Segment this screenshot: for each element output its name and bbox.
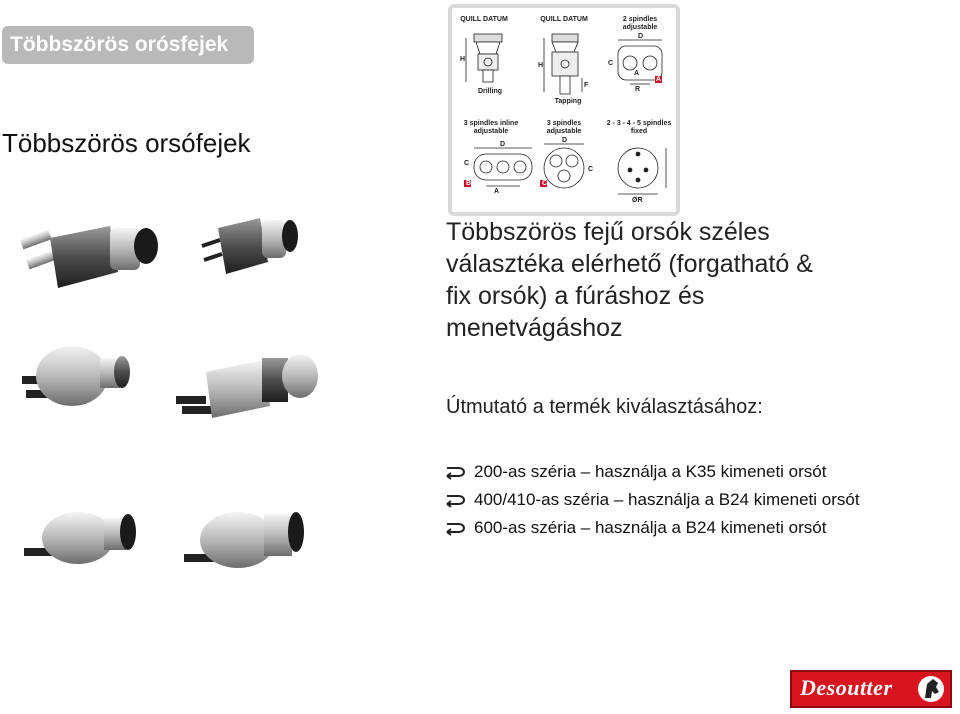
- intro-line: választéka elérhető (forgatható &: [446, 250, 813, 278]
- dim-r: R: [635, 86, 641, 93]
- list-item: [444, 458, 860, 486]
- series-item-text: 400/410-as széria – használja a B24 kimeneti orsót: [474, 490, 860, 509]
- dim-c-3: C: [588, 166, 594, 173]
- badge-c: C: [542, 180, 548, 187]
- intro-line: Többszörös fejű orsók széles: [446, 218, 770, 246]
- dim-d-2: D: [500, 141, 506, 148]
- dim-a-1: A: [634, 70, 640, 77]
- label-fixed: 2 - 3 - 4 - 5 spindles fixed: [606, 120, 672, 135]
- curved-arrow-icon: [444, 491, 468, 509]
- spindle-head-5: [24, 512, 136, 564]
- curved-arrow-icon: [444, 463, 468, 481]
- label-quill-datum-2: QUILL DATUM: [540, 16, 588, 23]
- badge-b: B: [466, 180, 472, 187]
- dim-f: F: [584, 82, 589, 89]
- label-2-spindles: 2 spindles adjustable: [622, 16, 658, 31]
- dim-h-1: H: [460, 56, 466, 63]
- caption-tapping: Tapping: [554, 98, 582, 105]
- dim-d-3: D: [562, 137, 568, 144]
- intro-line: menetvágáshoz: [446, 314, 623, 342]
- badge-a: A: [656, 76, 662, 83]
- spindle-head-1: [20, 226, 158, 288]
- label-quill-datum-1: QUILL DATUM: [460, 16, 508, 23]
- dim-d-1: D: [638, 33, 644, 40]
- spindle-head-2: [202, 218, 298, 274]
- section-tab: Többszörös orósfejek: [2, 26, 254, 64]
- logo-text: Desoutter: [800, 675, 893, 700]
- page-title: Többszörös orsófejek: [2, 128, 251, 158]
- series-item-text: 600-as széria – használja a B24 kimeneti orsót: [474, 518, 827, 537]
- series-list: [444, 458, 860, 542]
- intro-line: fix orsók) a fúráshoz és: [446, 282, 705, 310]
- label-3-adjustable: 3 spindles adjustable: [546, 120, 582, 135]
- dim-h-2: H: [538, 62, 544, 69]
- guide-heading: Útmutató a termék kiválasztásához:: [446, 396, 763, 418]
- spindle-head-3: [22, 346, 130, 406]
- spindle-head-6: [184, 512, 304, 568]
- label-3-inline: 3 spindles inline adjustable: [463, 120, 519, 135]
- series-item-text: 200-as széria – használja a K35 kimeneti orsót: [474, 462, 827, 481]
- spindle-head-4: [176, 354, 318, 418]
- dim-diam-r: ØR: [632, 197, 643, 204]
- product-images: [0, 200, 340, 600]
- curved-arrow-icon: [444, 519, 468, 537]
- list-item: [444, 514, 860, 542]
- caption-drilling: Drilling: [477, 88, 503, 95]
- spindle-diagram: [448, 4, 680, 216]
- intro-text: [446, 216, 876, 344]
- horse-head-icon: [916, 674, 946, 704]
- dim-c-1: C: [608, 60, 614, 67]
- dim-a-2: A: [494, 188, 500, 195]
- list-item: [444, 486, 860, 514]
- dim-c-2: C: [464, 160, 470, 167]
- desoutter-logo: [790, 670, 952, 708]
